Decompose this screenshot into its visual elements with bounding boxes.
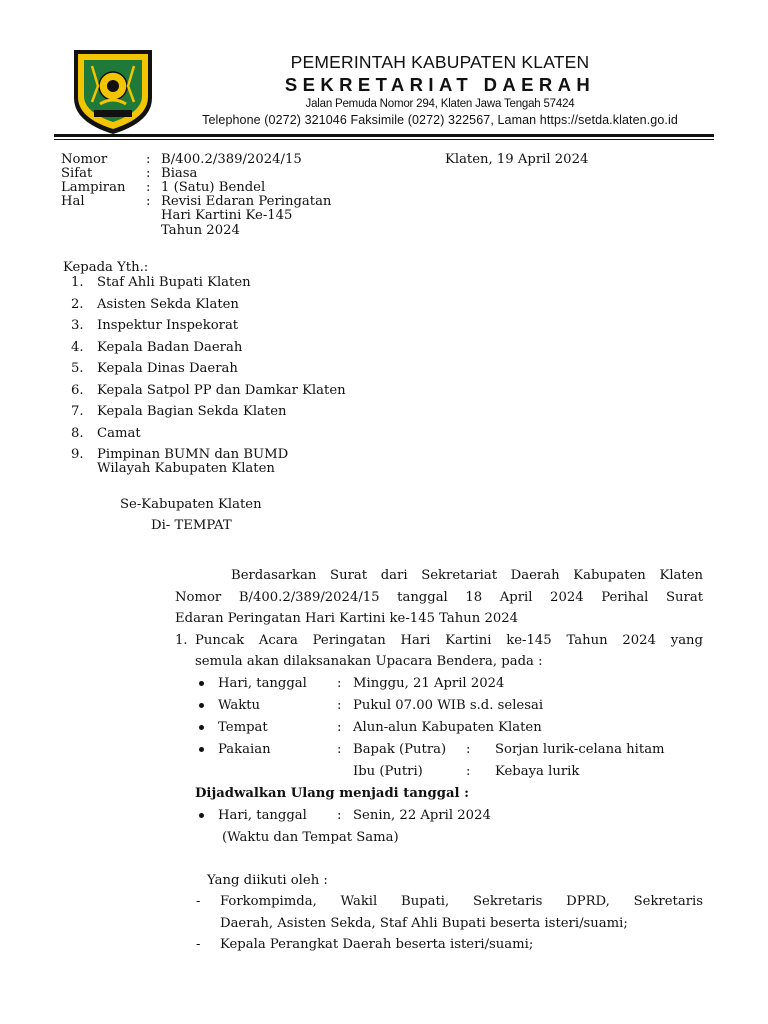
- nomor-colon: :: [146, 152, 151, 167]
- recipient-item: Kepala Bagian Sekda Klaten: [97, 404, 287, 419]
- hal-colon: :: [146, 194, 151, 209]
- detail-colon: :: [337, 676, 342, 691]
- dash-marker: -: [196, 894, 201, 909]
- government-name: PEMERINTAH KABUPATEN KLATEN: [290, 52, 590, 72]
- recipients-area: Se-Kabupaten Klaten: [120, 497, 262, 512]
- hal-value-line1: Revisi Edaran Peringatan: [161, 194, 332, 209]
- lampiran-colon: :: [146, 180, 151, 195]
- recipient-number: 1.: [71, 275, 84, 290]
- hal-label: Hal: [61, 194, 85, 209]
- point1-number: 1.: [175, 633, 188, 648]
- recipients-heading: Kepada Yth.:: [63, 260, 149, 275]
- intro-line2: Nomor B/400.2/389/2024/15 tanggal 18 April 2024 Perihal Surat: [175, 590, 703, 605]
- recipient-item: Kepala Badan Daerah: [97, 340, 243, 355]
- nomor-label: Nomor: [61, 152, 108, 167]
- bullet-icon: [199, 813, 204, 818]
- followers-line1: Forkompimda, Wakil Bupati, Sekretaris DPRD, Sekretaris: [220, 894, 703, 909]
- followers-line3: Kepala Perangkat Daerah beserta isteri/suami;: [220, 937, 534, 952]
- sifat-colon: :: [146, 166, 151, 181]
- pakaian-ibu-value: Kebaya lurik: [495, 764, 580, 779]
- detail-label: Hari, tanggal: [218, 676, 307, 691]
- letterhead: [170, 52, 710, 128]
- recipient-item: Camat: [97, 426, 141, 441]
- bullet-icon: [199, 747, 204, 752]
- point1-line1: Puncak Acara Peringatan Hari Kartini ke-145 Tahun 2024 yang: [195, 633, 703, 648]
- letterhead-rule-thick: [54, 134, 714, 137]
- recipient-item: Staf Ahli Bupati Klaten: [97, 275, 251, 290]
- lampiran-value: 1 (Satu) Bendel: [161, 180, 266, 195]
- detail-colon: :: [337, 698, 342, 713]
- followers-line2: Daerah, Asisten Sekda, Staf Ahli Bupati beserta isteri/suami;: [220, 916, 628, 931]
- intro-line3: Edaran Peringatan Hari Kartini ke-145 Tahun 2024: [175, 611, 519, 626]
- recipient-item: Kepala Dinas Daerah: [97, 361, 238, 376]
- bullet-icon: [199, 681, 204, 686]
- bullet-icon: [199, 703, 204, 708]
- recipient-number: 3.: [71, 318, 84, 333]
- pakaian-ibu: Ibu (Putri): [353, 764, 423, 779]
- same-time-place-note: (Waktu dan Tempat Sama): [222, 830, 399, 845]
- office-name: SEKRETARIAT DAERAH: [284, 74, 596, 95]
- hal-value-line2: Hari Kartini Ke-145: [161, 208, 293, 223]
- detail-label: Tempat: [218, 720, 268, 735]
- recipient-item: Kepala Satpol PP dan Damkar Klaten: [97, 383, 346, 398]
- detail-value: Pukul 07.00 WIB s.d. selesai: [353, 698, 544, 713]
- pakaian-bapak: Bapak (Putra): [353, 742, 447, 757]
- sifat-label: Sifat: [61, 166, 93, 181]
- detail-value: Minggu, 21 April 2024: [353, 676, 505, 691]
- recipients-tempat: Di- TEMPAT: [151, 518, 232, 533]
- recipient-number: 4.: [71, 340, 84, 355]
- place-date: Klaten, 19 April 2024: [445, 152, 589, 167]
- sifat-value: Biasa: [161, 166, 198, 181]
- hal-value-line3: Tahun 2024: [161, 223, 240, 238]
- point1-line2: semula akan dilaksanakan Upacara Bendera, pada :: [195, 654, 543, 669]
- recipient-number: 2.: [71, 297, 84, 312]
- followed-by-heading: Yang diikuti oleh :: [207, 873, 328, 888]
- recipient-number: 5.: [71, 361, 84, 376]
- detail-value: Alun-alun Kabupaten Klaten: [353, 720, 542, 735]
- dash-marker: -: [196, 937, 201, 952]
- detail-colon: :: [337, 742, 342, 757]
- pakaian-bapak-value: Sorjan lurik-celana hitam: [495, 742, 665, 757]
- office-address: Jalan Pemuda Nomor 294, Klaten Jawa Tengah 57424: [305, 98, 575, 110]
- detail-colon: :: [337, 720, 342, 735]
- recipient-item: Inspektur Inspekorat: [97, 318, 239, 333]
- recipient-item: Asisten Sekda Klaten: [97, 297, 239, 312]
- klaten-regency-logo: [70, 46, 156, 136]
- new-date-colon: :: [337, 808, 342, 823]
- office-contact: Telephone (0272) 321046 Faksimile (0272) 322567, Laman https://setda.klaten.go.id: [202, 113, 678, 127]
- recipient-number: 7.: [71, 404, 84, 419]
- detail-label: Waktu: [218, 698, 261, 713]
- pakaian-bapak-colon: :: [466, 742, 471, 757]
- recipient-number: 6.: [71, 383, 84, 398]
- recipient-number: 9.: [71, 447, 84, 462]
- new-date-label: Hari, tanggal: [218, 808, 307, 823]
- letterhead-rule-thin: [54, 139, 714, 140]
- recipient-item-continued: Wilayah Kabupaten Klaten: [97, 461, 275, 476]
- pakaian-ibu-colon: :: [466, 764, 471, 779]
- rescheduled-heading: Dijadwalkan Ulang menjadi tanggal :: [195, 786, 469, 801]
- intro-line1: Berdasarkan Surat dari Sekretariat Daerah Kabupaten Klaten: [231, 568, 703, 583]
- nomor-value: B/400.2/389/2024/15: [161, 152, 302, 167]
- bullet-icon: [199, 725, 204, 730]
- new-date-value: Senin, 22 April 2024: [353, 808, 491, 823]
- lampiran-label: Lampiran: [61, 180, 126, 195]
- recipient-item: Pimpinan BUMN dan BUMD: [97, 447, 289, 462]
- recipient-number: 8.: [71, 426, 84, 441]
- detail-label: Pakaian: [218, 742, 271, 757]
